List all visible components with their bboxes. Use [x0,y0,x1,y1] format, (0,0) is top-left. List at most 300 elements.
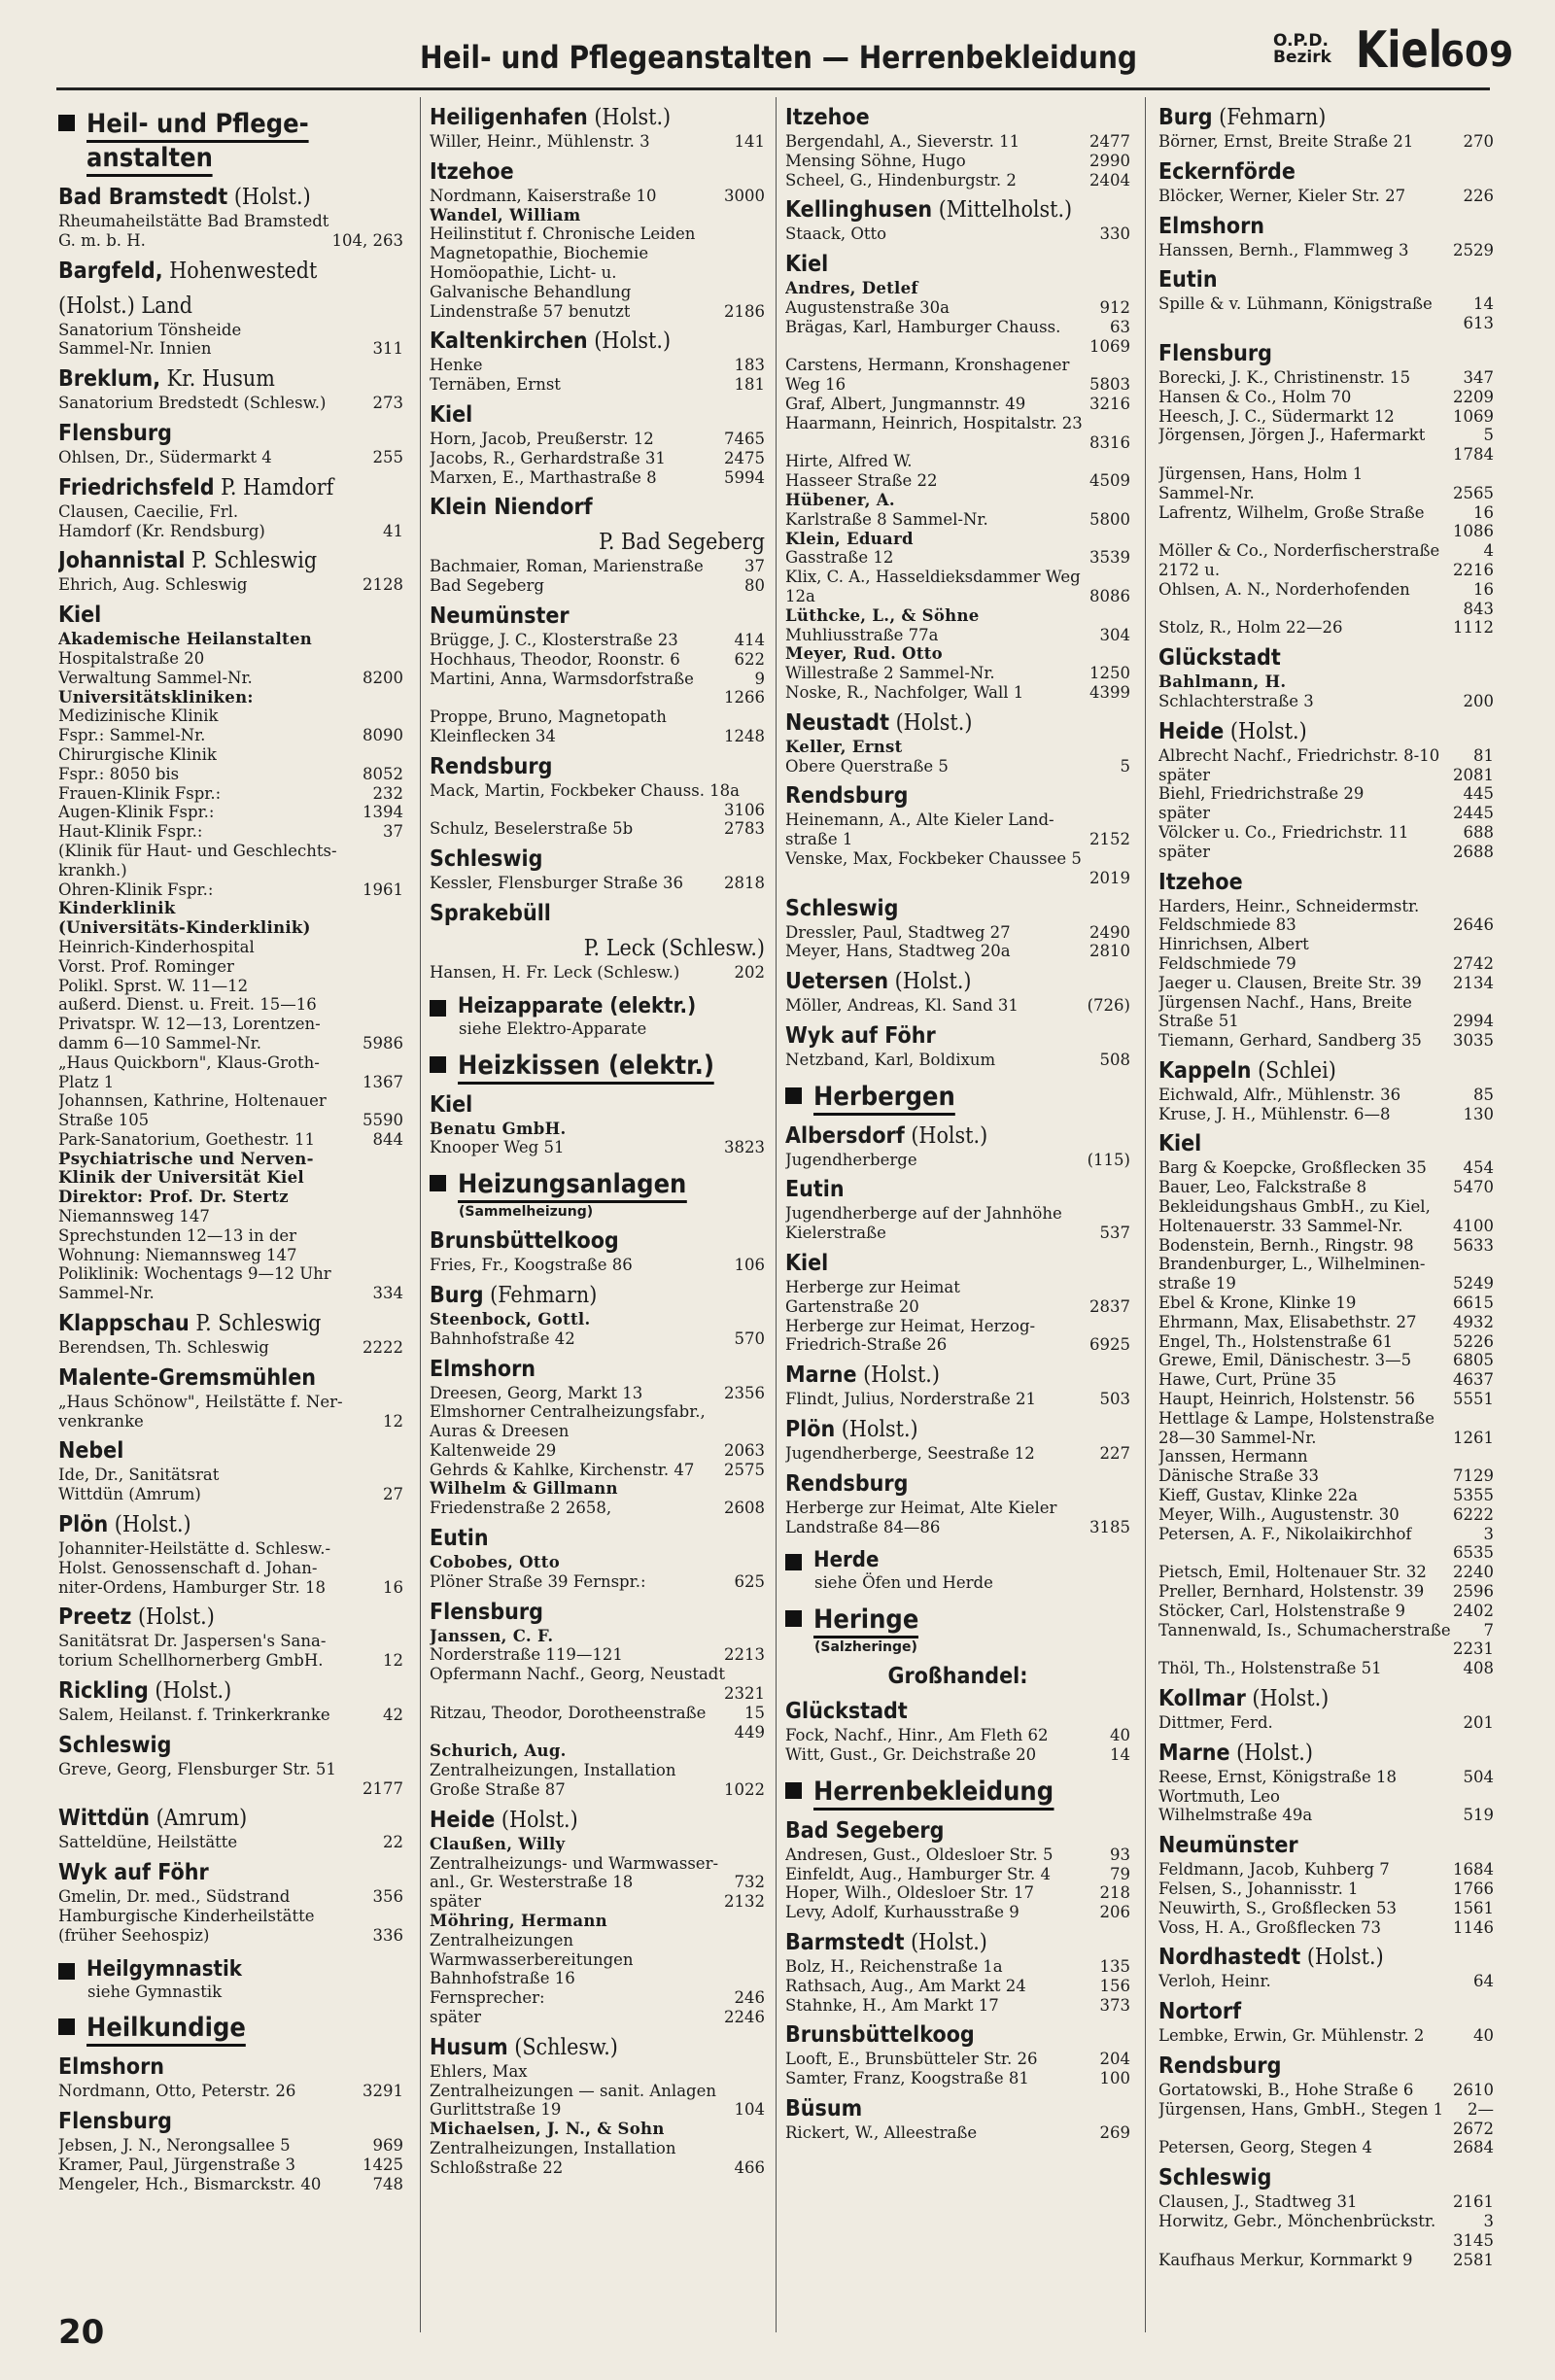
city-heading [58,601,369,630]
city-name: Eckernförde [1158,158,1296,185]
listing-row [785,298,1130,318]
listing-row [1158,2081,1494,2100]
listing-text: Hochhaus, Theodor, Roonstr. 6 [430,649,680,669]
listing-text: Horwitz, Gebr., Mönchenbrückstr. [1158,2211,1436,2230]
listing-row [430,1892,765,1912]
city-name: Barmstedt [785,1930,905,1956]
listing-row [785,1745,1130,1765]
phone-number: 2529 [1453,240,1494,259]
phone-number: (726) [1087,996,1130,1016]
listing-row [785,1390,1130,1409]
listing-text: Schlachterstraße 3 [1158,691,1314,710]
listing-text: Haupt, Heinrich, Holstenstr. 56 [1158,1390,1415,1409]
listing-text: Galvanische Behandlung [430,282,632,301]
city-name: Burg [1158,105,1213,130]
listing-row [1158,1105,1494,1124]
city-heading [430,1806,732,1835]
listing-row [1158,426,1494,445]
listing-row [58,2082,403,2101]
listing-row [1158,1543,1494,1563]
phone-number: 347 [1463,367,1494,387]
listing-text: Fock, Nachf., Hinr., Am Fleth 62 [785,1726,1049,1745]
listing-row [785,1297,1130,1317]
listing-text: Wohnung: Niemannsweg 147 [58,1245,297,1264]
listing-row [430,1384,765,1403]
city-region: (Holst.) [114,1512,191,1538]
city-region: Kr. Husum [166,366,275,393]
listing-text: niter-Ordens, Hamburger Str. 18 [58,1577,326,1597]
phone-number: 912 [1099,297,1130,317]
listing-row [430,1873,765,1892]
listing-text: Homöopathie, Licht- u. [430,262,617,282]
listing-row [58,669,403,688]
listing-text: Berendsen, Th. Schleswig [58,1338,269,1358]
listing-text: Harders, Heinr., Schneidermstr. [1158,896,1420,915]
city-heading [58,546,369,575]
phone-number: 8316 [1089,432,1130,452]
listing-text: Lembke, Erwin, Gr. Mühlenstr. 2 [1158,2026,1425,2046]
listing-text: straße 19 [1158,1274,1236,1293]
phone-number: 4637 [1453,1370,1494,1390]
listing-text: Clausen, Caecilie, Frl. [58,501,239,521]
listing-text: Hoper, Wilh., Oldesloer Str. 17 [785,1883,1034,1903]
city-region: (Holst.) [137,1604,215,1631]
listing-text: Heinemann, A., Alte Kieler Land- [785,811,1054,830]
listing-row [58,803,403,822]
listing-row [430,1723,765,1742]
phone-number: 106 [734,1256,765,1275]
city-name: Brunsbüttelkoog [430,1228,619,1255]
listing-text: Jugendherberge [785,1150,917,1169]
phone-number: (115) [1087,1150,1130,1169]
city-heading [430,1281,732,1310]
listing-text: Willer, Heinr., Mühlenstr. 3 [430,132,650,151]
listing-text: Einfeldt, Aug., Hamburger Str. 4 [785,1864,1052,1883]
phone-number: 2161 [1453,2192,1494,2212]
listing-row [1158,1370,1494,1390]
listing-row [1158,1178,1494,1197]
listing-text: Obere Querstraße 5 [785,756,949,776]
phone-number: 2610 [1453,2080,1494,2099]
phone-number: 2402 [1453,1601,1494,1620]
listing-text: Lindenstraße 57 benutzt [430,301,631,321]
phone-number: 2019 [1089,868,1130,887]
listing-text: Venske, Max, Fockbeker Chaussee 5 [785,848,1082,868]
section-title: Heizungsanlagen [458,1169,686,1203]
listing-row [430,1780,765,1800]
phone-number: 2209 [1453,387,1494,406]
phone-number: 2837 [1089,1296,1130,1316]
listing-row [785,849,1130,869]
city-heading [1158,265,1461,294]
city-name: Preetz [58,1604,132,1631]
listing-text: Thöl, Th., Holstenstraße 51 [1158,1659,1382,1678]
listing-row [58,1412,403,1431]
listing-row [785,471,1130,491]
phone-number: 6925 [1089,1335,1130,1355]
listing-row [1158,1582,1494,1602]
listing-text: Rathsach, Aug., Am Markt 24 [785,1976,1026,1995]
section-heading [430,994,765,1019]
listing-text: Schloßstraße 22 [430,2157,564,2177]
city-name: Elmshorn [58,2054,165,2081]
city-name: Flensburg [430,1599,543,1625]
phone-number: 9 [754,669,765,688]
phone-number: 5803 [1089,375,1130,395]
listing-text: Dreesen, Georg, Markt 13 [430,1383,643,1402]
listing-text: Zentralheizungen, Installation [430,2139,676,2157]
listing-row [1158,1525,1494,1544]
city-name: Burg [430,1282,484,1308]
phone-number: 37 [383,822,403,842]
section-title: Heilgymnastik [86,1956,242,1982]
city-heading [785,103,1096,132]
phone-number: 5994 [724,467,765,487]
listing-text: Börner, Ernst, Breite Straße 21 [1158,132,1414,151]
phone-number: 356 [372,1887,403,1907]
phone-number: 2783 [724,819,765,839]
listing-row [430,1684,765,1704]
city-name: Glückstadt [785,1699,908,1725]
phone-number: 445 [1463,784,1494,804]
listing-text: Clausen, J., Stadtweg 31 [1158,2192,1358,2212]
city-region: (Holst.) [501,1807,578,1833]
listing-name: Bahlmann, H. [1158,673,1287,692]
city-heading [430,400,732,430]
listing-text: Kessler, Flensburger Straße 36 [430,874,683,893]
section-heading [785,1548,1130,1573]
listing-row [1158,2212,1494,2231]
listing-text: Kielerstraße [785,1224,886,1243]
listing-text: Vorst. Prof. Rominger [58,956,234,976]
listing-text: Meyer, Hans, Stadtweg 20a [785,942,1011,961]
phone-number: 2404 [1089,170,1130,190]
listing-row [430,1256,765,1275]
listing-row [430,963,765,983]
phone-number: 40 [1473,2026,1494,2046]
listing-text: Noske, R., Nachfolger, Wall 1 [785,682,1024,702]
city-heading [58,1363,369,1393]
listing-text: später [1158,842,1211,861]
listing-text: Augen-Klinik Fspr.: [58,803,215,822]
phone-number: 104, 263 [331,230,403,250]
listing-text: Hirte, Alfred W. [785,452,913,471]
phone-number: 2581 [1453,2250,1494,2269]
section-marker-icon [430,1056,446,1073]
column-1 [58,97,403,2332]
listing-row [430,874,765,893]
listing-row [58,880,403,900]
listing-row [1158,187,1494,206]
listing-text: Knooper Weg 51 [430,1138,565,1157]
listing-text: Schulz, Beselerstraße 5b [430,819,634,839]
listing-row [1158,1899,1494,1918]
phone-number: 206 [1099,1903,1130,1922]
phone-number: 6615 [1453,1293,1494,1313]
city-name: Rendsburg [430,753,553,779]
city-region: (Fehmarn) [490,1282,598,1308]
listing-row [1158,600,1494,619]
phone-number: 14 [1110,1745,1130,1765]
city-name: Nordhastedt [1158,1945,1301,1971]
listing-row [785,1903,1130,1922]
phone-number: 5355 [1453,1486,1494,1505]
city-name: Itzehoe [430,158,514,185]
listing-text: venkranke [58,1411,144,1431]
phone-number: 2646 [1453,915,1494,935]
listing-text: Verwaltung Sammel-Nr. [58,668,253,687]
city-heading [1158,717,1461,746]
city-heading [430,845,732,874]
listing-row [1158,843,1494,862]
phone-number: 5226 [1453,1331,1494,1351]
listing-text: Sanatorium Bredstedt (Schlesw.) [58,394,327,413]
city-heading [58,1858,369,1887]
listing-row [58,1338,403,1358]
city-name: Plön [58,1512,109,1538]
listing-text: Kaltenweide 29 [430,1440,557,1460]
phone-number: 1684 [1453,1860,1494,1880]
listing-row [1158,1918,1494,1938]
listing-row [1158,1158,1494,1178]
listing-text: G. m. b. H. [58,230,146,250]
listing-text: Hanssen, Bernh., Flammweg 3 [1158,240,1409,259]
city-region: (Holst.) [911,1930,987,1956]
city-heading [785,195,1096,224]
phone-number: 2490 [1089,922,1130,942]
phone-number: 4509 [1089,471,1130,491]
listing-row [1158,1602,1494,1621]
listing-text: Jürgensen Nachf., Hans, Breite [1158,992,1412,1012]
listing-row [1158,522,1494,541]
city-heading [785,1121,1096,1151]
city-heading [58,183,369,212]
listing-text: Feldschmiede 79 [1158,953,1296,973]
section-marker-icon [58,1963,75,1980]
section-title: Heizapparate (elektr.) [458,993,697,1018]
city-name: Bad Bramstedt [58,185,228,210]
listing-text: Rickert, W., Alleestraße [785,2123,978,2143]
listing-row [430,430,765,449]
listing-row [785,1957,1130,1977]
city-name: Kellinghusen [785,197,933,224]
city-name: Neumünster [1158,1833,1298,1859]
city-heading [58,419,369,448]
listing-name: Janssen, C. F. [430,1626,554,1645]
listing-text: Wittdün (Amrum) [58,1485,201,1504]
listing-row [1158,1217,1494,1236]
listing-text: Ehrich, Aug. Schleswig [58,575,248,595]
listing-row [785,433,1130,453]
phone-number: 4399 [1089,682,1130,702]
city-heading [58,2052,369,2082]
listing-text: Biehl, Friedrichstraße 29 [1158,784,1365,804]
phone-number: 3823 [724,1138,765,1157]
city-heading [1158,157,1461,187]
listing-text: Nordmann, Otto, Peterstr. 26 [58,2082,296,2101]
phone-number: 2596 [1453,1582,1494,1602]
listing-text: Feldmann, Jacob, Kuhberg 7 [1158,1860,1390,1880]
listing-text: Hansen & Co., Holm 70 [1158,387,1352,406]
listing-name: Lüthcke, L., & Söhne [785,605,980,625]
listing-text: Opfermann Nachf., Georg, Neustadt [430,1665,726,1684]
section-heading [58,2013,403,2047]
listing-text: Auras & Dreesen [430,1422,570,1441]
city-name: Itzehoe [1158,869,1243,895]
listing-text: straße 1 [785,830,853,849]
listing-row [1158,1639,1494,1659]
phone-number: 63 [1110,317,1130,336]
listing-text: Salem, Heilanst. f. Trinkerkranke [58,1706,330,1725]
listing-row [785,452,1130,471]
listing-row [785,2069,1130,2088]
city-heading [430,327,732,356]
listing-row [430,688,765,707]
city-heading [58,1676,369,1706]
listing-text: Gmelin, Dr. med., Südstrand [58,1887,291,1907]
subsection-heading: Großhandel: [887,1664,1028,1690]
listing-row [1158,1236,1494,1256]
city-region: (Schlesw.) [514,2034,618,2060]
city-heading [785,2094,1096,2123]
phone-number: 156 [1099,1976,1130,1995]
listing-row [1158,804,1494,823]
listing-row [1158,314,1494,333]
city-name: Elmshorn [430,1356,536,1382]
listing-text: Preller, Bernhard, Holstenstr. 39 [1158,1582,1425,1602]
phone-number: 2688 [1453,842,1494,861]
phone-number: 1766 [1453,1879,1494,1898]
section-title: Heil- und Pflege- [86,109,309,143]
listing-text: Janssen, Hermann [1158,1447,1308,1466]
page-header [0,0,1555,80]
listing-name: Klein, Eduard [785,529,914,548]
section-heading [785,1604,1130,1638]
column-2 [430,97,765,2332]
listing-text: Bahnhofstraße 42 [430,1328,575,1348]
listing-text: Petersen, Georg, Stegen 4 [1158,2138,1372,2157]
listing-text: (früher Seehospiz) [58,1925,210,1945]
phone-number: 7129 [1453,1466,1494,1486]
listing-text: Frauen-Klinik Fspr.: [58,783,222,803]
phone-number: 2222 [363,1338,403,1358]
phone-number: 408 [1463,1659,1494,1678]
phone-number: 6222 [1453,1504,1494,1524]
listing-row [785,375,1130,395]
listing-text: Ohlsen, Dr., Südermarkt 4 [58,447,272,466]
listing-row [1158,915,1494,935]
phone-number: 1394 [363,803,403,822]
listing-name: Keller, Ernst [785,737,903,756]
phone-number: 5590 [363,1111,403,1130]
listing-text: Albrecht Nachf., Friedrichstr. 8-10 [1158,745,1440,765]
city-heading [1158,868,1461,897]
listing-text: Verloh, Heinr. [1158,1972,1271,1991]
listing-text: später [1158,765,1211,784]
phone-number: 330 [1099,224,1130,244]
listing-row [785,757,1130,776]
city-heading [58,364,369,394]
listing-text: Tannenwald, Is., Schumacherstraße [1158,1620,1451,1639]
phone-number: 2990 [1089,151,1130,170]
listing-row [1158,1486,1494,1505]
city-heading [1158,1943,1461,1972]
city-name: Neumünster [430,603,570,629]
listing-text: Dressler, Paul, Stadtweg 27 [785,922,1011,942]
city-region: (Schlei) [1258,1057,1336,1084]
city-region: (Holst.) [894,969,972,995]
listing-text: Feldschmiede 83 [1158,915,1296,935]
listing-text: Hospitalstraße 20 [58,648,205,668]
listing-row [430,557,765,576]
phone-number: 8200 [363,668,403,687]
listing-text: Jacobs, R., Gerhardstraße 31 [430,448,666,467]
listing-row [785,1051,1130,1070]
listing-row [58,726,403,745]
column-4 [1158,97,1494,2332]
city-region: P. Hamdorf [221,474,334,500]
listing-text: Tiemann, Gerhard, Sandberg 35 [1158,1031,1422,1051]
phone-number: 4932 [1453,1312,1494,1331]
city-name: Rendsburg [785,783,909,810]
listing-text: Bodenstein, Bernh., Ringstr. 98 [1158,1235,1414,1255]
listing-text: Staack, Otto [785,224,887,244]
listing-row [785,1726,1130,1745]
listing-text: Spille & v. Lühmann, Königstraße [1158,294,1433,314]
phone-number: 2810 [1089,942,1130,961]
listing-row [430,1704,765,1723]
listing-text: Gortatowski, B., Hohe Straße 6 [1158,2080,1414,2099]
footer-number: 20 [58,2313,105,2352]
listing-text: Kieff, Gustav, Klinke 22a [1158,1486,1358,1505]
phone-number: 2445 [1453,804,1494,823]
listing-text: damm 6—10 Sammel-Nr. [58,1033,261,1052]
listing-text: torium Schellhornerberg GmbH. [58,1651,324,1671]
phone-number: 732 [734,1873,765,1892]
section-marker-icon [785,1087,802,1104]
section-title: Herbergen [813,1082,955,1116]
section-marker-icon [785,1782,802,1799]
phone-number: 183 [734,356,765,375]
listing-row [58,765,403,784]
phone-number: 3000 [724,186,765,205]
phone-number: 2818 [724,874,765,893]
listing-text: Friedrich-Straße 26 [785,1335,948,1355]
cross-reference: siehe Elektro-Apparate [459,1018,647,1038]
phone-number: 1112 [1453,618,1494,638]
phone-number: 255 [372,447,403,466]
phone-number: 16 [1473,502,1494,522]
listing-text: Fries, Fr., Koogstraße 86 [430,1256,633,1275]
listing-text: Herberge zur Heimat, Alte Kieler [785,1498,1057,1517]
city-region: (Fehmarn) [1219,105,1327,130]
listing-row [430,707,765,727]
phone-number: 2356 [724,1383,765,1402]
phone-number: 12 [383,1651,403,1671]
listing-text: Sammel-Nr. [1158,483,1255,502]
phone-number: 273 [372,394,403,413]
phone-number: 15 [744,1703,765,1722]
phone-number: 3216 [1089,394,1130,413]
listing-row [1158,1713,1494,1733]
city-name: Eutin [785,1177,845,1203]
city-name: Kollmar [1158,1686,1246,1711]
listing-text: Looft, E., Brunsbütteler Str. 26 [785,2050,1038,2069]
phone-number: 2128 [363,575,403,595]
listing-text: Herberge zur Heimat, Herzog- [785,1316,1036,1335]
listing-text: Augustenstraße 30a [785,297,950,317]
listing-text: Lafrentz, Wilhelm, Große Straße [1158,502,1425,522]
